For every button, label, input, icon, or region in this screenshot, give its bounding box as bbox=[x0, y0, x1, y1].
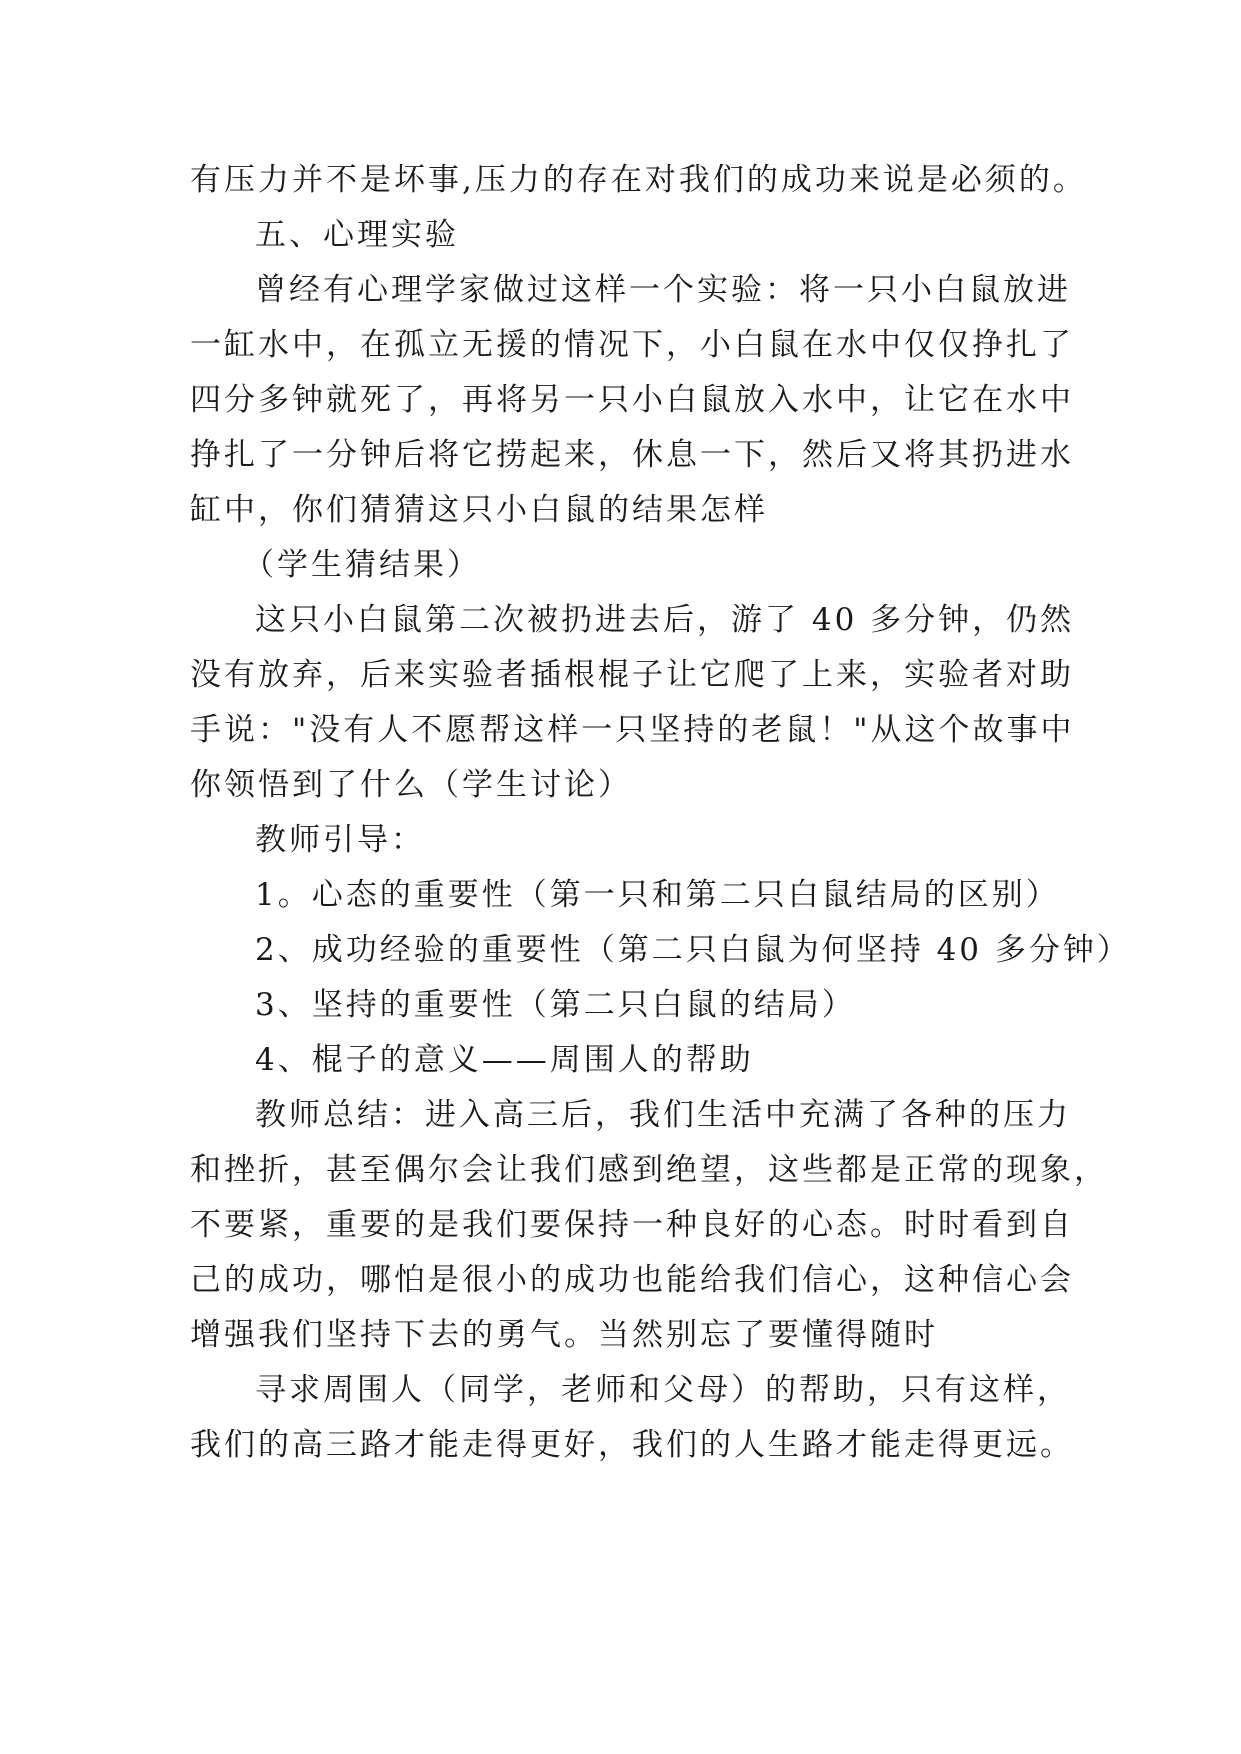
paragraph-line: 一缸水中，在孤立无援的情况下，小白鼠在水中仅仅挣扎了 bbox=[190, 327, 1074, 363]
list-item: 1。心态的重要性（第一只和第二只白鼠结局的区别） bbox=[255, 877, 1060, 913]
list-item: 3、坚持的重要性（第二只白鼠的结局） bbox=[255, 987, 856, 1023]
paragraph-line: 我们的高三路才能走得更好，我们的人生路才能走得更远。 bbox=[190, 1427, 1074, 1463]
paragraph-line: 教师引导： bbox=[255, 822, 425, 858]
paragraph-line: 教师总结：进入高三后，我们生活中充满了各种的压力 bbox=[255, 1097, 1071, 1133]
paragraph-line: （学生猜结果） bbox=[243, 547, 481, 583]
list-item: 2、成功经验的重要性（第二只白鼠为何坚持 40 多分钟） bbox=[255, 932, 1131, 968]
paragraph-line: 你领悟到了什么（学生讨论） bbox=[190, 767, 632, 803]
paragraph-line: 寻求周围人（同学，老师和父母）的帮助，只有这样， bbox=[255, 1372, 1071, 1408]
paragraph-line: 缸中，你们猜猜这只小白鼠的结果怎样 bbox=[190, 492, 768, 528]
paragraph-line: 四分多钟就死了，再将另一只小白鼠放入水中，让它在水中 bbox=[190, 382, 1074, 418]
paragraph-line: 这只小白鼠第二次被扔进去后，游了 40 多分钟，仍然 bbox=[255, 602, 1075, 638]
paragraph-line: 手说："没有人不愿帮这样一只坚持的老鼠！"从这个故事中 bbox=[190, 712, 1075, 748]
section-heading: 五、心理实验 bbox=[255, 217, 459, 253]
paragraph-line: 增强我们坚持下去的勇气。当然别忘了要懂得随时 bbox=[190, 1317, 938, 1353]
paragraph-line: 挣扎了一分钟后将它捞起来，休息一下，然后又将其扔进水 bbox=[190, 437, 1074, 473]
paragraph-line: 不要紧，重要的是我们要保持一种良好的心态。时时看到自 bbox=[190, 1207, 1074, 1243]
paragraph-line: 己的成功，哪怕是很小的成功也能给我们信心，这种信心会 bbox=[190, 1262, 1074, 1298]
list-item: 4、棍子的意义——周围人的帮助 bbox=[255, 1042, 754, 1078]
paragraph-line: 和挫折，甚至偶尔会让我们感到绝望，这些都是正常的现象， bbox=[190, 1152, 1108, 1188]
paragraph-line: 没有放弃，后来实验者插根棍子让它爬了上来，实验者对助 bbox=[190, 657, 1074, 693]
paragraph-line: 曾经有心理学家做过这样一个实验：将一只小白鼠放进 bbox=[255, 272, 1071, 308]
paragraph-line: 有压力并不是坏事,压力的存在对我们的成功来说是必须的。 bbox=[190, 162, 1087, 198]
